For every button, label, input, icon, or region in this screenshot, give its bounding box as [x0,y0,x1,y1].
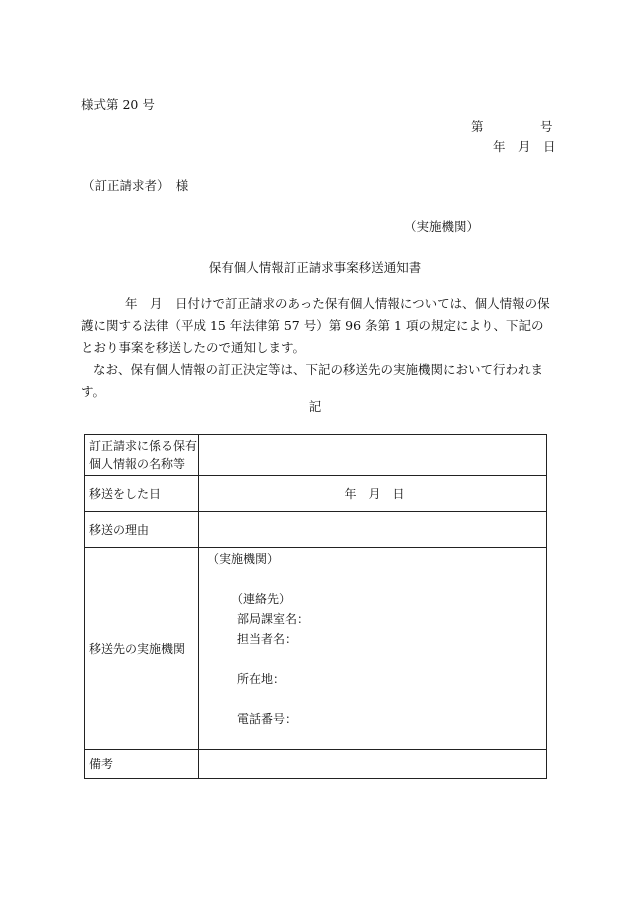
name-label: 訂正請求に係る保有個人情報の名称等 [85,435,199,476]
table-row [85,548,547,750]
destination-department: 部局課室名： [237,612,310,626]
destination-address: 所在地： [237,672,286,686]
destination-phone: 電話番号： [237,712,298,726]
recipient: （訂正請求者） 様 [82,178,189,193]
destination-person: 担当者名： [237,632,298,646]
destination-label: 移送先の実施機関 [85,548,199,750]
body-paragraph-2: なお、保有個人情報の訂正決定等は、下記の移送先の実施機関において行われます。 [81,362,544,399]
issuing-agency: （実施機関） [404,219,480,234]
remarks-value [199,750,547,779]
table-row [85,512,547,548]
document-number-prefix: 第 [471,119,484,134]
remarks-label: 備考 [85,750,199,779]
destination-agency: （実施機関） [207,552,280,566]
table-row [85,476,547,512]
transfer-date-label: 移送をした日 [85,476,199,512]
form-number: 様式第 20 号 [81,97,155,112]
reason-value [199,512,547,548]
name-value [199,435,547,476]
destination-value [199,548,547,750]
transfer-record-table [84,434,547,779]
body-text [81,293,555,403]
body-paragraph-1: 年 月 日付けで訂正請求のあった保有個人情報については、個人情報の保護に関する法律（平成 15 年法律第 57 号）第 96 条第 1 項の規定により、下記のとおり事案を移送したので通知します。 [81,296,550,355]
ki-heading: 記 [308,399,322,414]
document-number-suffix: 号 [540,119,553,134]
destination-contact: （連絡先） [231,592,292,606]
transfer-date-value: 年 月 日 [199,476,547,512]
table-row [85,750,547,779]
reason-label: 移送の理由 [85,512,199,548]
table-row [85,435,547,476]
document-date: 年 月 日 [493,139,556,154]
document-title: 保有個人情報訂正請求事案移送通知書 [208,260,422,275]
